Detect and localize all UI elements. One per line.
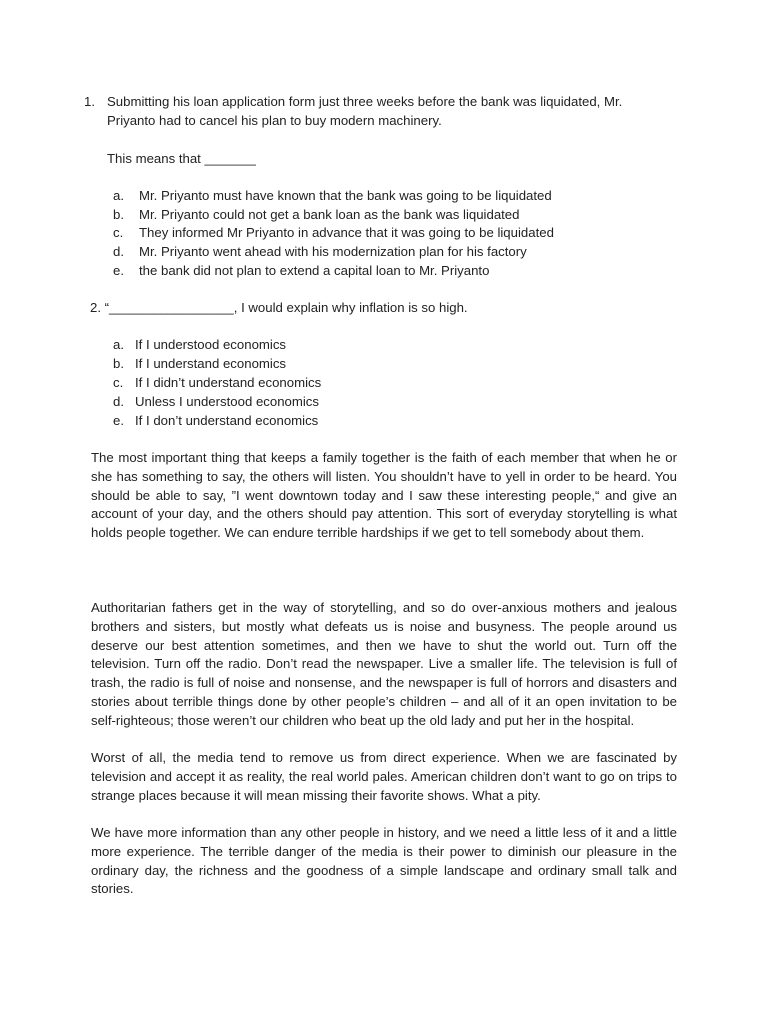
option-text: If I understood economics — [135, 337, 287, 352]
question-1-number: 1. — [84, 94, 95, 109]
option-letter: b. — [113, 207, 124, 222]
passage-paragraph-2: Authoritarian fathers get in the way of storytelling, and so do over-anxious mothers and jealous brothers and sisters, but mostly what defeats us is noise and busyness. The people around us deserve our best attention sometimes, and then we have to shut the world out. Turn off the television. Turn off the radio. Don’t read the newspaper. Live a smaller life. The television is full of trash, the radio is full of noise and nonsense, and the newspaper is full of horrors and disasters and stories about terrible things done by other people’s children – and all of it an open invitation to be self-righteous; those weren’t our children who beat up the old lady and put her in the hospital. — [91, 600, 677, 728]
option-letter: d. — [113, 394, 124, 409]
option-text: Unless I understood economics — [135, 394, 319, 409]
option-letter: a. — [113, 337, 124, 352]
option-text: If I don’t understand economics — [135, 413, 319, 428]
question-2-stem: 2. “_________________, I would explain why inflation is so high. — [90, 300, 468, 315]
passage-paragraph-3: Worst of all, the media tend to remove us from direct experience. When we are fascinated by television and accept it as reality, the real world pales. American children don’t want to go on trips to strange places because it will mean missing their favorite shows. What a pity. — [91, 750, 677, 803]
option-letter: c. — [113, 225, 124, 240]
option-letter: e. — [113, 413, 124, 428]
option-letter: c. — [113, 375, 124, 390]
question-1-prompt: This means that _______ — [107, 151, 256, 166]
question-1-line-2: Priyanto had to cancel his plan to buy modern machinery. — [107, 113, 442, 128]
option-text: Mr. Priyanto went ahead with his modernization plan for his factory — [139, 244, 527, 259]
option-letter: a. — [113, 188, 124, 203]
option-text: If I understand economics — [135, 356, 287, 371]
option-letter: d. — [113, 244, 124, 259]
option-text: the bank did not plan to extend a capital loan to Mr. Priyanto — [139, 263, 490, 278]
option-letter: b. — [113, 356, 124, 371]
option-letter: e. — [113, 263, 124, 278]
passage-paragraph-1: The most important thing that keeps a family together is the faith of each member that when he or she has something to say, the others will listen. You shouldn’t have to yell in order to be heard. You should be able to say, ”I went downtown today and I saw these interesting people,“ and give an account of your day, and the others should pay attention. This sort of everyday storytelling is what holds people together. We can endure terrible hardships if we get to tell somebody about them. — [91, 450, 677, 541]
passage-paragraph-4: We have more information than any other people in history, and we need a little less of it and a little more experience. The terrible danger of the media is their power to diminish our pleasure in the ordinary day, the richness and the goodness of a simple landscape and ordinary small talk and stories. — [91, 825, 677, 897]
option-text: Mr. Priyanto must have known that the bank was going to be liquidated — [139, 188, 552, 203]
question-1-line-1: Submitting his loan application form just three weeks before the bank was liquidated, Mr. — [107, 94, 623, 109]
option-text: They informed Mr Priyanto in advance that it was going to be liquidated — [139, 225, 554, 240]
option-text: Mr. Priyanto could not get a bank loan as the bank was liquidated — [139, 207, 520, 222]
option-text: If I didn’t understand economics — [135, 375, 322, 390]
